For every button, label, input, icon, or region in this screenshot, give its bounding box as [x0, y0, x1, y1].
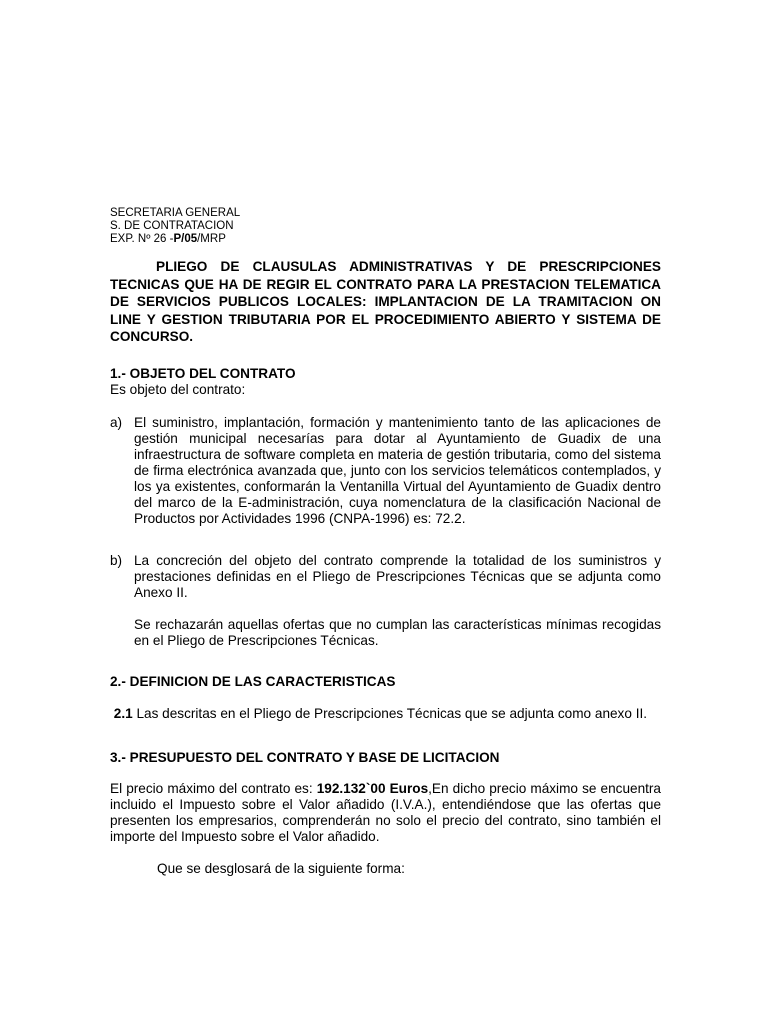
expedient-p: P [173, 233, 182, 245]
list-item-a-text: El suministro, implantación, formación y mantenimiento tanto de las aplicaciones de gestión municipal necesarías para dotar al Ayuntamiento de Guadix de una infraestructura de software completa en materia de gestión tributaria, como del sistema de firma electrónica avanzada que, junto con los servicios telemáticos contemplados, y los ya existentes, conformarán la Ventanilla Virtual del Ayuntamiento de Guadix dentro del marco de la E-administración, cuya nomenclatura de la clasificación Nacional de Productos por Actividades 1996 (CNPA-1996) es: 72.2. [134, 415, 661, 526]
list-item-b [110, 553, 661, 649]
section-1-intro: Es objeto del contrato: [110, 382, 246, 397]
expedient-prefix: EXP. Nº 26 - [110, 233, 174, 245]
section-2-number: 2.1 [113, 706, 133, 721]
section-3-text-before: El precio máximo del contrato es: [110, 781, 317, 796]
list-item-b-note: Se rechazarán aquellas ofertas que no cumplan las características mínimas recogidas en el Pliego de Prescripciones Técnicas. [134, 617, 661, 648]
header-expedient [110, 233, 240, 246]
section-2-heading: 2.- DEFINICION DE LAS CARACTERISTICAS [110, 674, 396, 689]
section-3-breakdown: Que se desglosará de la siguiente forma: [157, 861, 405, 876]
section-1 [110, 366, 661, 398]
section-3 [110, 750, 661, 766]
document-title-text: PLIEGO DE CLAUSULAS ADMINISTRATIVAS Y DE PRESCRIPCIONES TECNICAS QUE HA DE REGIR EL CONTRATO PARA LA PRESTACION TELEMATICA DE SERVICIOS PUBLICOS LOCALES: IMPLANTACION DE LA TRAMITACION ON LINE Y GESTION TRIBUTARIA POR EL PROCEDIMIENTO ABIERTO Y SISTEMA DE CONCURSO. [110, 259, 661, 345]
section-1-heading: 1.- OBJETO DEL CONTRATO [110, 366, 296, 381]
section-3-heading: 3.- PRESUPUESTO DEL CONTRATO Y BASE DE LICITACION [110, 750, 500, 765]
section-2-text: Las descritas en el Pliego de Prescripciones Técnicas que se adjunta como anexo II. [132, 706, 648, 721]
header-department: SECRETARIA GENERAL [110, 207, 241, 219]
header-subdepartment: S. DE CONTRATACION [110, 220, 234, 232]
expedient-number: 05 [184, 233, 198, 245]
list-marker-a: a) [110, 415, 123, 430]
section-2 [110, 674, 661, 690]
section-3-paragraph [110, 781, 661, 845]
expedient-slash: / [181, 233, 185, 245]
list-item-b-text: La concreción del objeto del contrato comprende la totalidad de los suministros y prestaciones definidas en el Pliego de Prescripciones Técnicas que se adjunta como Anexo II. [134, 553, 661, 600]
document-title [110, 258, 661, 346]
section-3-text-after: ,En dicho precio máximo se encuentra incluido el Impuesto sobre el Valor añadido (I.V.A.), entendiéndose que las ofertas que presenten los empresarios, comprenderán no solo el precio del contrato, sino también el importe del Impuesto sobre el Valor añadido. [110, 781, 661, 844]
document-header [110, 207, 240, 246]
expedient-suffix: /MRP [197, 233, 226, 245]
list-marker-b: b) [110, 553, 123, 568]
list-item-a [110, 415, 661, 527]
section-2-paragraph [110, 706, 661, 722]
contract-amount: 192.132`00 Euros [316, 781, 429, 796]
